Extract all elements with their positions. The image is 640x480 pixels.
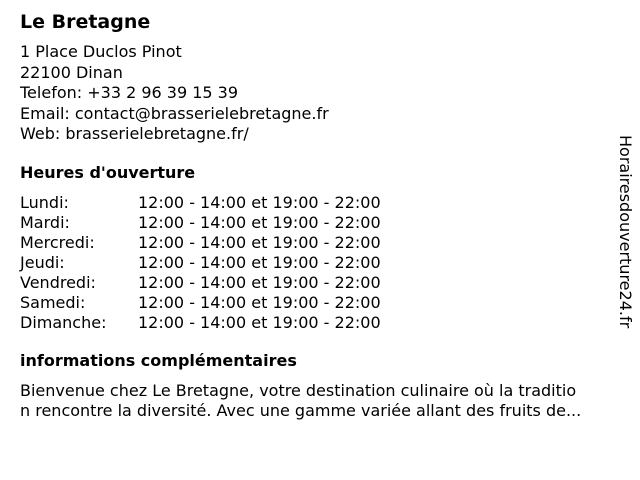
description-line-1: Bienvenue chez Le Bretagne, votre destination culinaire où la traditio	[20, 380, 577, 400]
website-url: Web: brasserielebretagne.fr/	[20, 124, 249, 143]
time-range: 12:00 - 14:00 et 19:00 - 22:00	[138, 312, 381, 332]
site-watermark: Horairesdouverture24.fr	[616, 135, 635, 329]
hours-row	[20, 253, 381, 273]
time-range: 12:00 - 14:00 et 19:00 - 22:00	[138, 272, 381, 292]
day-label: Vendredi:	[20, 272, 96, 292]
time-range: 12:00 - 14:00 et 19:00 - 22:00	[138, 192, 381, 212]
day-label: Dimanche:	[20, 312, 107, 332]
time-range: 12:00 - 14:00 et 19:00 - 22:00	[138, 232, 381, 252]
hours-row	[20, 193, 381, 213]
hours-row	[20, 233, 381, 253]
opening-hours-heading: Heures d'ouverture	[20, 162, 196, 182]
time-range: 12:00 - 14:00 et 19:00 - 22:00	[138, 212, 381, 232]
hours-row	[20, 313, 381, 333]
city-address: 22100 Dinan	[20, 62, 123, 82]
business-name: Le Bretagne	[20, 11, 151, 33]
street-address: 1 Place Duclos Pinot	[20, 42, 182, 61]
email-address: Email: contact@brasserielebretagne.fr	[20, 103, 329, 123]
opening-hours-table	[20, 193, 381, 333]
day-label: Samedi:	[20, 292, 86, 312]
day-label: Lundi:	[20, 192, 69, 212]
phone-number: Telefon: +33 2 96 39 15 39	[20, 83, 239, 102]
day-label: Mercredi:	[20, 232, 95, 252]
additional-info-heading: informations complémentaires	[20, 350, 297, 370]
day-label: Jeudi:	[20, 252, 65, 272]
description-line-2: n rencontre la diversité. Avec une gamme variée allant des fruits de...	[20, 401, 582, 420]
hours-row	[20, 273, 381, 293]
business-card	[20, 10, 620, 422]
hours-row	[20, 293, 381, 313]
day-label: Mardi:	[20, 212, 70, 232]
address-block	[20, 42, 620, 145]
time-range: 12:00 - 14:00 et 19:00 - 22:00	[138, 292, 381, 312]
time-range: 12:00 - 14:00 et 19:00 - 22:00	[138, 252, 381, 272]
hours-row	[20, 213, 381, 233]
